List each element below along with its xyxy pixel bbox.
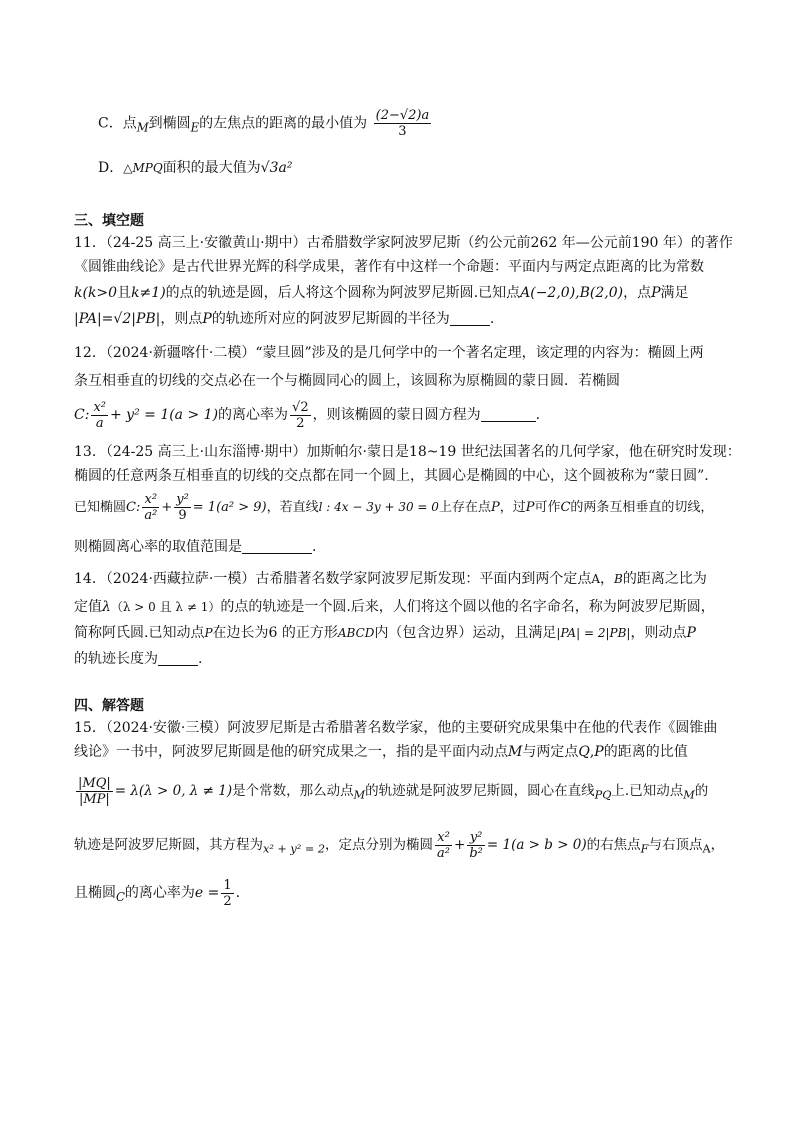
q11-line-4: |PA|=√2|PB|，则点P的轨迹所对应的阿波罗尼斯圆的半径为 . — [74, 311, 495, 327]
section-solve: 四、解答题 — [74, 698, 144, 714]
option-c: C．点$_M$到椭圆$_E$的左焦点的距离的最小值为 $\frac{(2-√2)a}{3}$ — [98, 108, 430, 139]
option-d: D．△MPQ面积的最大值为√3a² — [98, 160, 293, 176]
q15-line-3: $\frac{|MQ|}{|MP|}$ = λ(λ > 0, λ ≠ 1)是个常数，那么动点$_M$的轨迹就是阿波罗尼斯圆，圆心在直线$_{PQ}$上.已知动点$_M$的 — [78, 776, 709, 807]
q14-line-4: 的轨迹长度为 . — [74, 651, 203, 667]
q14-answer-blank — [158, 651, 198, 666]
section-fill-in: 三、填空题 — [74, 213, 144, 229]
option-c-fraction: $\frac{(2-√2)a}{3}$ — [375, 108, 430, 139]
q12-line-2: 条互相垂直的切线的交点必在一个与椭圆同心的圆上，该圆称为原椭圆的蒙日圆．若椭圆 — [74, 373, 620, 389]
q15-line-1: 15．（2024·安徽·三模）阿波罗尼斯是古希腊著名数学家，他的主要研究成果集中在他的代表作《圆锥曲 — [74, 720, 718, 736]
q14-line-2: 定值λ（λ > 0 且 λ ≠ 1）的点的轨迹是一个圆.后来，人们将这个圆以他的名字命名，称为阿波罗尼斯圆， — [74, 599, 715, 615]
q15-line-2: 线论》一书中，阿波罗尼斯圆是他的研究成果之一，指的是平面内动点M与两定点Q,P的距离的比值 — [74, 744, 688, 760]
q11-line-3: k(k>0且k≠1)的点的轨迹是圆，后人将这个圆称为阿波罗尼斯圆.已知点A(−2,0),B(2,0)，点P满足 — [74, 285, 689, 301]
q15-line-4: 轨迹是阿波罗尼斯圆，其方程为$_{x^2 + y^2 = 2}$，定点分别为椭圆 $\frac{\text{x²}}{\text{a²}}$ + $\frac{\text{y²}}{\text{b²}}$ = 1(a > b > 0)的右焦点$_F$与右顶点$_A$， — [74, 830, 725, 861]
q13-answer-blank — [242, 539, 312, 554]
q13-line-2: 椭圆的任意两条互相垂直的切线的交点都在同一个圆上，其圆心是椭圆的中心，这个圆被称为“蒙日圆”. — [74, 468, 709, 484]
q14-line-3: 简称阿氏圆.已知动点P在边长为6 的正方形ABCD内（包含边界）运动，且满足|PA| = 2|PB|，则动点P — [74, 625, 696, 641]
q14-line-1: 14．（2024·西藏拉萨·一模）古希腊著名数学家阿波罗尼斯发现：平面内到两个定点A，B的距离之比为 — [74, 571, 707, 587]
q12-line-1: 12．（2024·新疆喀什·二模）“蒙旦圆”涉及的是几何学中的一个著名定理，该定理的内容为：椭圆上两 — [74, 345, 704, 361]
q13-line-4: 则椭圆离心率的取值范围是 . — [74, 539, 317, 555]
q11-answer-blank — [450, 311, 490, 326]
q13-line-3: 已知椭圆C: $\frac{\text{x²}}{\text{a²}}$ + $\frac{\text{y²}}{9}$ = 1(a² > 9)，若直线l : 4x − 3y + 30 = 0上存在点P，过P可作C的两条互相垂直的切线， — [74, 492, 714, 523]
q12-answer-blank — [481, 407, 536, 422]
q13-line-1: 13．（24-25 高三上·山东淄博·期中）加斯帕尔·蒙日是18~19 世纪法国著名的几何学家，他在研究时发现： — [74, 444, 741, 460]
q11-line-2: 《圆锥曲线论》是古代世界光辉的科学成果，著作有中这样一个命题：平面内与两定点距离的比为常数 — [74, 259, 704, 275]
q11-line-1: 11．（24-25 高三上·安徽黄山·期中）古希腊数学家阿波罗尼斯（约公元前262 年—公元前190 年）的著作 — [74, 235, 733, 251]
q12-line-3: C: $\frac{\text{x²}}{a}$ + y² = 1(a > 1)的离心率为 $\frac{√2}{2}$ ，则该椭圆的蒙日圆方程为 . — [74, 399, 541, 431]
q15-line-5: 且椭圆$_C$的离心率为e = $\frac{1}{2}$ . — [74, 877, 241, 909]
